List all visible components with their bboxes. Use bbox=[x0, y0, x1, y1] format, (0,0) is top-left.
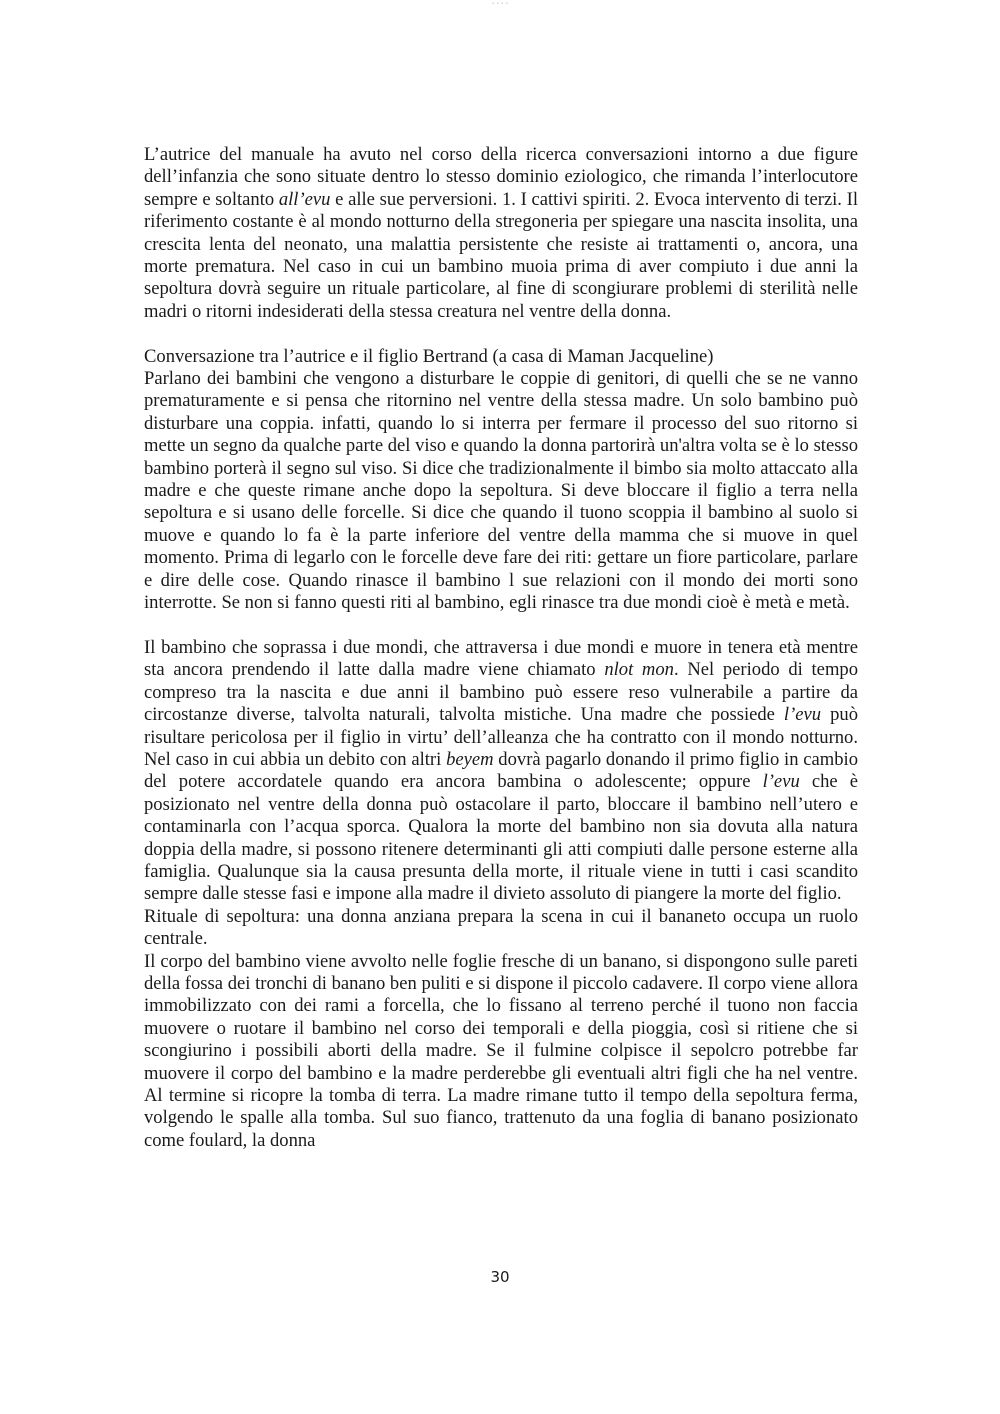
text-span: Il bambino che soprassa i due mondi, che attraversa i due mondi e muore in tenera età mentre sta ancora prendendo il latte dalla madre viene chiamato bbox=[144, 636, 858, 681]
text-span: e alle sue perversioni. 1. I cattivi spiriti. 2. Evoca intervento di terzi. Il riferimento costante è al mondo notturno della stregoneria per spiegare una nascita insolita, una crescita lenta del neonato, una malattia persistente che resiste ai trattamenti o, ancora, una morte prematura. Nel caso in cui un bambino muoia prima di aver compiuto i due anni la sepoltura dovrà seguire un rituale particolare, al fine di scongiurare problemi di sterilità nelle madri o ritorni indesiderati della stessa creatura nel ventre della donna. bbox=[144, 188, 858, 322]
text-span: che è posizionato nel ventre della donna può ostacolare il parto, bloccare il bambino nell’utero e contaminarla con l’acqua sporca. Qualora la morte del bambino non sia dovuta alla natura doppia della madre, si possono ritenere determinanti gli atti compiuti dalle persone esterne alla famiglia. Qualunque sia la causa presunta della morte, il rituale viene in tutti i casi scandito sempre dalle stesse fasi e impone alla madre il divieto assoluto di piangere la morte del figlio. bbox=[144, 771, 858, 905]
italic-term: l’evu bbox=[762, 771, 800, 793]
page-number: 30 bbox=[490, 1268, 510, 1286]
conversation-heading: Conversazione tra l’autrice e il figlio Bertrand (a casa di Maman Jacqueline) bbox=[144, 345, 714, 367]
text-span: . Nel periodo di tempo compreso tra la nascita e due anni il bambino può essere reso vulnerabile a partire da circostanze diverse, talvolta naturali, talvolta mistiche. Una madre che possiede bbox=[144, 659, 858, 726]
paragraph-intro bbox=[144, 144, 858, 323]
text-span: può risultare pericolosa per il figlio in virtu’ dell’alleanza che ha contratto con il mondo notturno. Nel caso in cui abbia un debito con altri bbox=[144, 704, 858, 770]
text-span: L’autrice del manuale ha avuto nel corso della ricerca conversazioni intorno a due figure dell’infanzia che sono situate dentro lo stesso dominio eziologico, che rimanda l’interlocutore sempre e soltanto bbox=[144, 144, 858, 210]
paragraph-gap bbox=[144, 323, 858, 345]
paragraph-nlot-mon bbox=[144, 637, 858, 906]
paragraph-burial: Il corpo del bambino viene avvolto nelle foglie fresche di un banano, si dispongono sulle pareti della fossa dei tronchi di banano ben puliti e si dispone il piccolo cadavere. Il corpo viene allora immobilizzato con dei rami a forcella, che lo fissano al terreno perché il tuono non faccia muovere o ruotare il bambino nel corso dei temporali e della pioggia, così si ritiene che si scongiurino i possibili aborti della madre. Se il fulmine colpisce il sepolcro potrebbe far muovere il corpo del bambino e la madre perderebbe gli eventuali altri figli che ha nel ventre. Al termine si ricopre la tomba di terra. La madre rimane tutto il tempo della sepoltura ferma, volgendo le spalle alla tomba. Sul suo fianco, trattenuto da una foglia di banano posizionato come foulard, la donna bbox=[144, 950, 858, 1151]
italic-term: beyem bbox=[446, 748, 494, 770]
italic-term: l’evu bbox=[783, 704, 822, 726]
paragraph-conversation: Parlano dei bambini che vengono a disturbare le coppie di genitori, di quelli che se ne vanno prematuramente e si pensa che ritornino nel ventre della stessa madre. Un solo bambino può disturbare una coppia. infatti, quando lo si interra per fermare il processo del suo ritorno si mette un segno da qualche parte del viso e quando la donna partorirà un'altra volta se è lo stesso bambino porterà il segno sul viso. Si dice che tradizionalmente il bimbo sia molto attaccato alla madre e che queste rimane anche dopo la sepoltura. Si deve bloccare il figlio a terra nella sepoltura e si usano delle forcelle. Si dice che quando il tuono scoppia il bambino al suolo si muove e quando lo fa è la parte inferiore del ventre della mamma che si muove in quel momento. Prima di legarlo con le forcelle deve fare dei riti: gettare un fiore particolare, parlare e dire delle cose. Quando rinasce il bambino l sue relazioni con il mondo dei morti sono interrotte. Se non si fanno questi riti al bambino, egli rinasce tra due mondi cioè è metà e metà. bbox=[144, 368, 858, 614]
body-text bbox=[144, 144, 858, 1152]
paragraph-gap bbox=[144, 615, 858, 637]
paragraph-ritual: Rituale di sepoltura: una donna anziana prepara la scena in cui il bananeto occupa un ruolo centrale. bbox=[144, 905, 858, 950]
italic-term: all’evu bbox=[278, 188, 331, 210]
header-mark: • • • • bbox=[491, 1, 509, 7]
text-span: dovrà pagarlo donando il primo figlio in cambio del potere accordatele quando era ancora bambina o adolescente; oppure bbox=[144, 748, 858, 793]
italic-term: nlot mon bbox=[604, 659, 674, 681]
